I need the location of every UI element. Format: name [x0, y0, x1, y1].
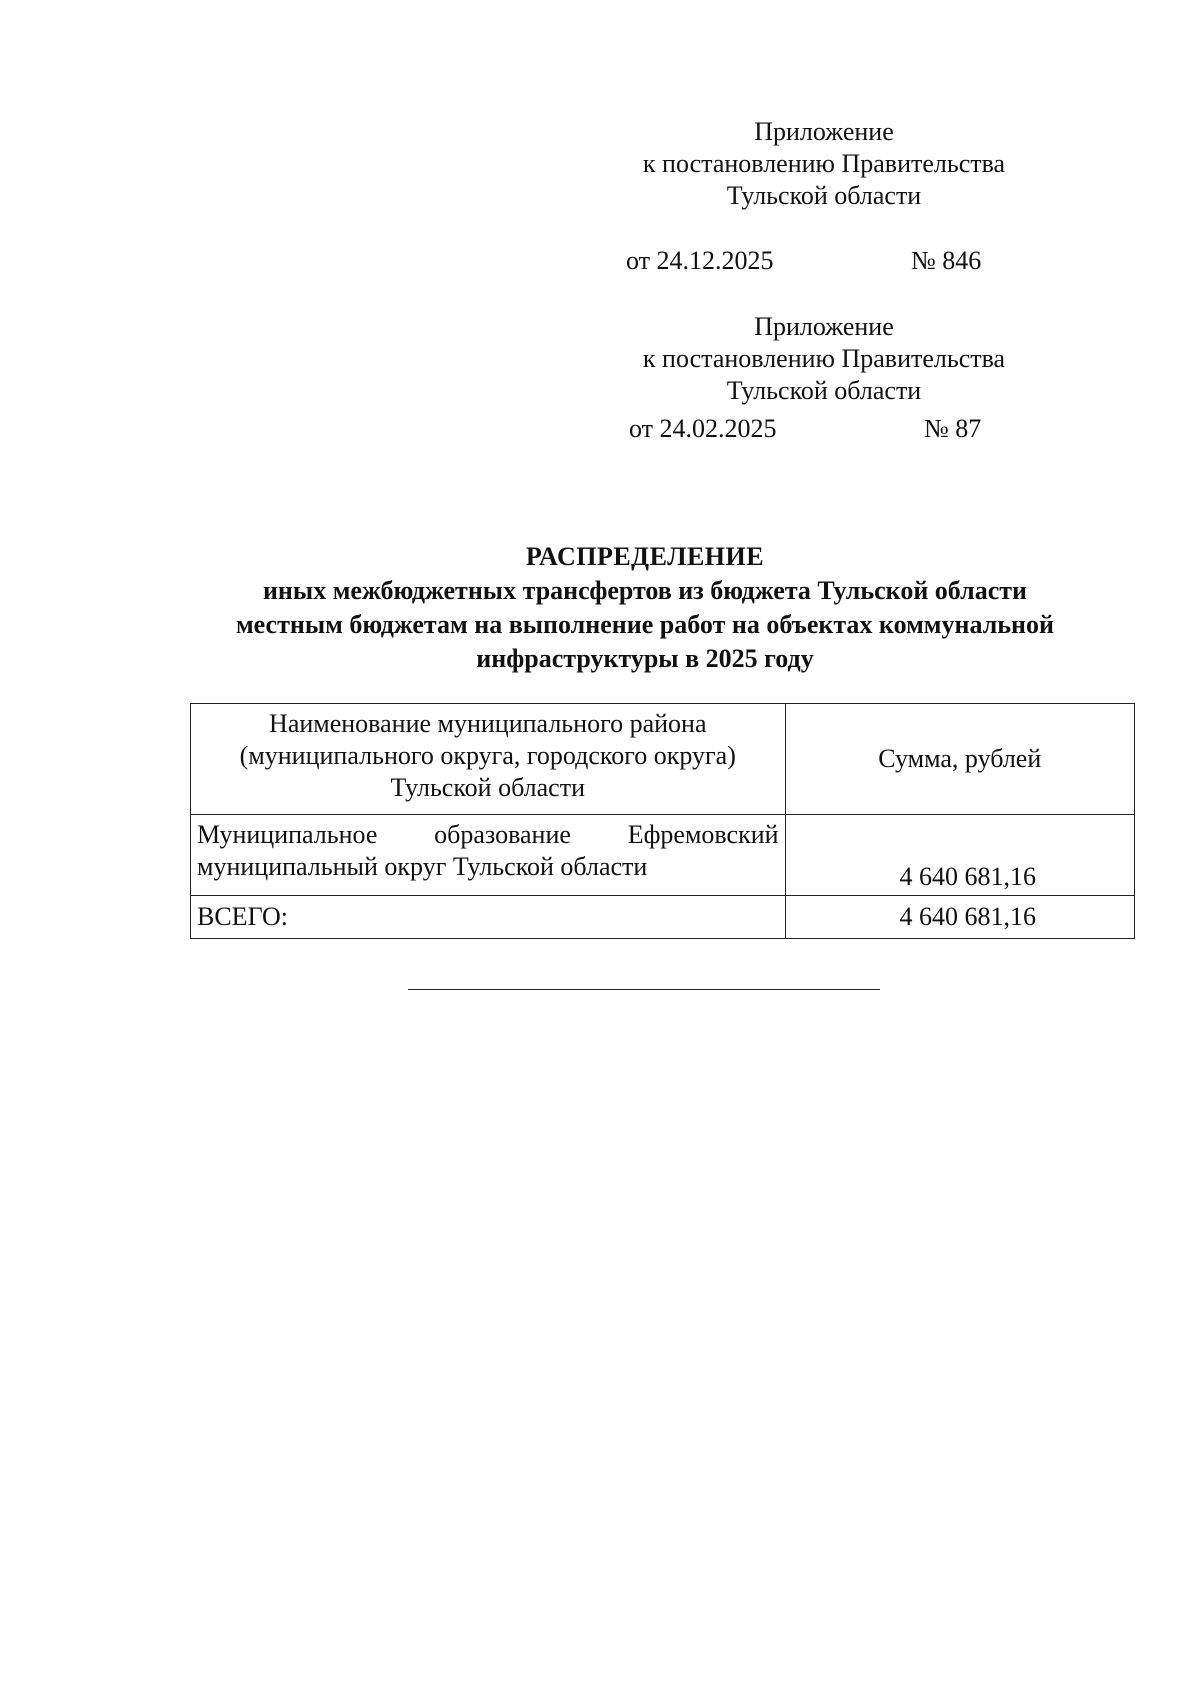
document-subtitle-line: местным бюджетам на выполнение работ на объектах коммунальной	[235, 610, 1055, 639]
table-header-row	[191, 704, 1135, 815]
total-label-cell: ВСЕГО:	[191, 896, 786, 939]
document-title: РАСПРЕДЕЛЕНИЕ	[525, 542, 765, 571]
attachment-decree-reference: к постановлению Правительства	[642, 149, 1006, 178]
document-subtitle-line: инфраструктуры в 2025 году	[476, 644, 814, 673]
attachment-header-previous	[624, 311, 1024, 407]
column-header-name-line: (муниципального округа, городского округа)	[239, 741, 736, 770]
municipality-name-cell: Муниципальное образование Ефремовский муниципальный округ Тульской области	[191, 815, 786, 896]
column-header-name-line: Тульской области	[390, 773, 585, 802]
attachment-header-current	[624, 116, 1024, 212]
column-header-name-line: Наименование муниципального района	[269, 709, 707, 738]
decree-date-current: от 24.12.2025	[626, 246, 774, 275]
decree-date-previous: от 24.02.2025	[629, 414, 777, 443]
attachment-label: Приложение	[754, 312, 894, 341]
attachment-region: Тульской области	[726, 376, 922, 405]
end-of-document-rule	[408, 989, 880, 990]
document-heading	[150, 540, 1140, 676]
document-subtitle-line: иных межбюджетных трансфертов из бюджета Тульской области	[262, 576, 1028, 605]
distribution-table	[190, 703, 1135, 939]
decree-number-current: № 846	[911, 246, 982, 275]
decree-number-previous: № 87	[924, 414, 982, 443]
attachment-label: Приложение	[754, 117, 894, 146]
attachment-decree-reference: к постановлению Правительства	[642, 344, 1006, 373]
municipality-sum-cell: 4 640 681,16	[785, 815, 1134, 896]
table-total-row	[191, 896, 1135, 939]
table-row	[191, 815, 1135, 896]
attachment-region: Тульской области	[726, 181, 922, 210]
column-header-sum: Сумма, рублей	[785, 704, 1134, 815]
column-header-name	[191, 704, 786, 815]
total-sum-cell: 4 640 681,16	[785, 896, 1134, 939]
